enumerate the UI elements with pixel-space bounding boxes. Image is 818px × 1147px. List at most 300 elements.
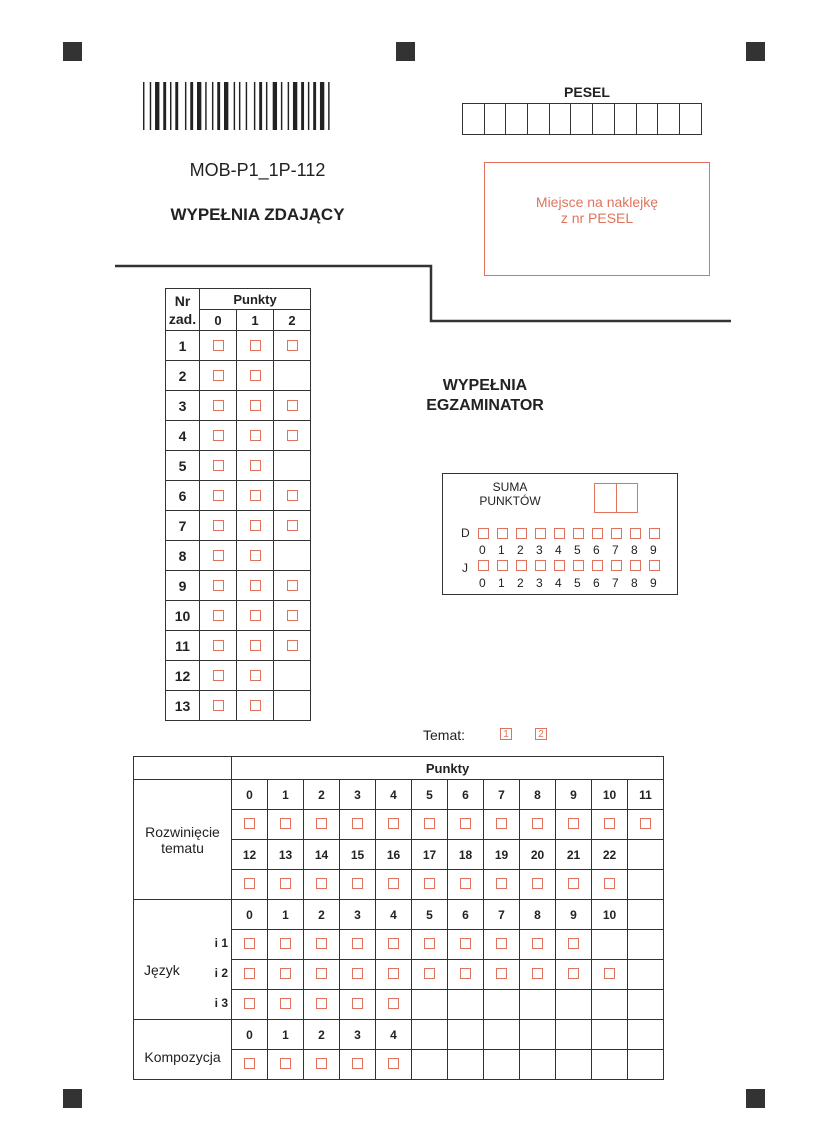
points-cell [520, 960, 556, 990]
table-row [134, 780, 664, 810]
sum-j-digit-7-checkbox[interactable] [611, 560, 622, 571]
jezyk-text: Język [144, 962, 180, 978]
task-8-points-0-checkbox[interactable] [213, 550, 224, 561]
points-cell [412, 960, 448, 990]
task-11-points-0-checkbox[interactable] [213, 640, 224, 651]
sum-j-digit-9-checkbox[interactable] [649, 560, 660, 571]
task-7-points-0-checkbox[interactable] [213, 520, 224, 531]
task-points-cell [200, 451, 237, 481]
points-number: 5 [412, 780, 448, 810]
task-points-cell [274, 571, 311, 601]
rozwiniecie-line2: tematu [161, 839, 204, 856]
rozwiniecie-5-checkbox[interactable] [424, 818, 435, 829]
sum-d-digit-7-checkbox[interactable] [611, 528, 622, 539]
points-cell [232, 810, 268, 840]
table-row [134, 900, 664, 930]
task-points-cell [237, 421, 274, 451]
sum-j-digit-label: 9 [650, 576, 657, 590]
sum-j-digit-4-checkbox[interactable] [554, 560, 565, 571]
rozwiniecie-high-5-checkbox[interactable] [424, 878, 435, 889]
points-cell [376, 930, 412, 960]
sticker-text-line1: Miejsce na naklejkę [535, 194, 659, 210]
points-number: 9 [556, 780, 592, 810]
jezyk-2-7-checkbox[interactable] [496, 968, 507, 979]
points-cell [268, 870, 304, 900]
rozwiniecie-3-checkbox[interactable] [352, 818, 363, 829]
sum-j-digit-label: 8 [631, 576, 638, 590]
sum-j-digit-0-checkbox[interactable] [478, 560, 489, 571]
sum-d-digit-label: 3 [536, 543, 543, 557]
jezyk-2-5-checkbox[interactable] [424, 968, 435, 979]
points-cell [304, 870, 340, 900]
task-number: 12 [166, 661, 200, 691]
table-row [166, 481, 311, 511]
task-points-cell [274, 601, 311, 631]
points-cell [304, 810, 340, 840]
topic-option-1[interactable]: 1 [500, 728, 512, 740]
rozwiniecie-6-checkbox[interactable] [460, 818, 471, 829]
points-cell [448, 870, 484, 900]
jezyk-2-8-checkbox[interactable] [532, 968, 543, 979]
pesel-label: PESEL [564, 84, 610, 100]
task-13-points-1-checkbox[interactable] [250, 700, 261, 711]
rozwiniecie-high-2-checkbox[interactable] [316, 878, 327, 889]
task-6-points-2-checkbox[interactable] [287, 490, 298, 501]
task-points-cell [200, 571, 237, 601]
task-points-cell [200, 421, 237, 451]
task-points-cell [274, 511, 311, 541]
jezyk-sub-label: i 2 [214, 966, 228, 980]
registration-mark-bottom-right [746, 1089, 765, 1108]
task-points-cell [237, 391, 274, 421]
points-cell [340, 960, 376, 990]
exam-code: MOB-P1_1P-112 [189, 160, 326, 180]
rozwiniecie-4-checkbox[interactable] [388, 818, 399, 829]
points-number [628, 1020, 664, 1050]
jezyk-2-4-checkbox[interactable] [388, 968, 399, 979]
points-cell [412, 1050, 448, 1080]
points-cell [268, 930, 304, 960]
points-cell [484, 990, 520, 1020]
jezyk-2-10-checkbox[interactable] [604, 968, 615, 979]
task-7-points-2-checkbox[interactable] [287, 520, 298, 531]
sum-j-digit-label: 0 [479, 576, 486, 590]
task-points-cell [274, 541, 311, 571]
task-number: 9 [166, 571, 200, 601]
task-13-points-0-checkbox[interactable] [213, 700, 224, 711]
table-row [166, 631, 311, 661]
points-cell [520, 810, 556, 840]
points-cell [304, 990, 340, 1020]
jezyk-2-0-checkbox[interactable] [244, 968, 255, 979]
sum-d-digit-9-checkbox[interactable] [649, 528, 660, 539]
sum-j-digit-label: 7 [612, 576, 619, 590]
rozwiniecie-7-checkbox[interactable] [496, 818, 507, 829]
points-cell [376, 870, 412, 900]
jezyk-2-3-checkbox[interactable] [352, 968, 363, 979]
points-number: 21 [556, 840, 592, 870]
jezyk-sub-label: i 3 [214, 996, 228, 1010]
points-number: 15 [340, 840, 376, 870]
kompozycja-2-checkbox[interactable] [316, 1058, 327, 1069]
points-number: 20 [520, 840, 556, 870]
rozwiniecie-high-3-checkbox[interactable] [352, 878, 363, 889]
points-cell [268, 1050, 304, 1080]
points-cell [412, 870, 448, 900]
jezyk-sub-label: i 1 [214, 936, 228, 950]
points-cell [340, 990, 376, 1020]
examiner-label-line2: EGZAMINATOR [426, 397, 544, 414]
task-points-cell [237, 511, 274, 541]
task-3-points-2-checkbox[interactable] [287, 400, 298, 411]
task-9-points-2-checkbox[interactable] [287, 580, 298, 591]
task-10-points-0-checkbox[interactable] [213, 610, 224, 621]
jezyk-label [134, 900, 232, 1020]
task-points-cell [274, 361, 311, 391]
examiner-fill-label [400, 376, 570, 416]
sum-d-digit-label: 1 [498, 543, 505, 557]
table-row [166, 451, 311, 481]
rozwiniecie-high-4-checkbox[interactable] [388, 878, 399, 889]
task-9-points-1-checkbox[interactable] [250, 580, 261, 591]
table-row [166, 331, 311, 361]
rozwiniecie-line1: Rozwinięcie [145, 823, 220, 840]
points-number: 7 [484, 900, 520, 930]
task-5-points-1-checkbox[interactable] [250, 460, 261, 471]
points-cell [376, 990, 412, 1020]
points-number: 17 [412, 840, 448, 870]
rozwiniecie-high-7-checkbox[interactable] [496, 878, 507, 889]
jezyk-2-1-checkbox[interactable] [280, 968, 291, 979]
task-points-cell [200, 511, 237, 541]
points-cell [592, 1050, 628, 1080]
task-3-points-1-checkbox[interactable] [250, 400, 261, 411]
jezyk-1-7-checkbox[interactable] [496, 938, 507, 949]
points-number: 6 [448, 780, 484, 810]
rozwiniecie-9-checkbox[interactable] [568, 818, 579, 829]
task-3-points-0-checkbox[interactable] [213, 400, 224, 411]
points-number: 2 [304, 900, 340, 930]
rozwiniecie-8-checkbox[interactable] [532, 818, 543, 829]
rozwiniecie-high-8-checkbox[interactable] [532, 878, 543, 889]
kompozycja-0-checkbox[interactable] [244, 1058, 255, 1069]
sum-j-digit-5-checkbox[interactable] [573, 560, 584, 571]
points-cell [232, 1050, 268, 1080]
essay-points-table [133, 756, 664, 1080]
table-row [166, 421, 311, 451]
task-points-cell [200, 331, 237, 361]
points-table-header [134, 757, 664, 780]
jezyk-1-0-checkbox[interactable] [244, 938, 255, 949]
task-points-cell [274, 661, 311, 691]
sum-j-digit-6-checkbox[interactable] [592, 560, 603, 571]
topic-option-2[interactable]: 2 [535, 728, 547, 740]
points-cell [628, 930, 664, 960]
points-number: 7 [484, 780, 520, 810]
points-number: 19 [484, 840, 520, 870]
task-number: 8 [166, 541, 200, 571]
points-cell [304, 930, 340, 960]
task-10-points-1-checkbox[interactable] [250, 610, 261, 621]
sum-j-digit-2-checkbox[interactable] [516, 560, 527, 571]
jezyk-1-2-checkbox[interactable] [316, 938, 327, 949]
examiner-label-line1: WYPEŁNIA [442, 377, 528, 394]
sum-label-line2: PUNKTÓW [479, 494, 541, 508]
points-cell [340, 1050, 376, 1080]
task-4-points-1-checkbox[interactable] [250, 430, 261, 441]
sum-d-digit-label: 2 [517, 543, 524, 557]
header-zad: zad. [168, 310, 197, 327]
jezyk-2-9-checkbox[interactable] [568, 968, 579, 979]
task-11-points-1-checkbox[interactable] [250, 640, 261, 651]
points-number: 9 [556, 900, 592, 930]
sum-d-digit-label: 4 [555, 543, 562, 557]
points-number: 3 [340, 900, 376, 930]
jezyk-3-3-checkbox[interactable] [352, 998, 363, 1009]
sum-d-digit-1-checkbox[interactable] [497, 528, 508, 539]
task-points-cell [237, 331, 274, 361]
task-points-cell [200, 661, 237, 691]
points-cell [340, 930, 376, 960]
points-number: 10 [592, 780, 628, 810]
kompozycja-3-checkbox[interactable] [352, 1058, 363, 1069]
points-cell [268, 990, 304, 1020]
sum-d-digit-label: 5 [574, 543, 581, 557]
sum-digit-boxes[interactable] [594, 483, 638, 513]
points-column-2: 2 [274, 310, 311, 331]
task-number-header [166, 289, 200, 331]
task-8-points-1-checkbox[interactable] [250, 550, 261, 561]
sum-d-digit-label: 7 [612, 543, 619, 557]
task-1-points-0-checkbox[interactable] [213, 340, 224, 351]
points-cell [484, 870, 520, 900]
rozwiniecie-11-checkbox[interactable] [640, 818, 651, 829]
task-5-points-0-checkbox[interactable] [213, 460, 224, 471]
points-cell [556, 870, 592, 900]
task-points-cell [200, 631, 237, 661]
sum-d-digit-3-checkbox[interactable] [535, 528, 546, 539]
task-9-points-0-checkbox[interactable] [213, 580, 224, 591]
points-number: 18 [448, 840, 484, 870]
task-number: 4 [166, 421, 200, 451]
topic-label: Temat: [423, 727, 466, 743]
points-number [484, 1020, 520, 1050]
points-cell [484, 810, 520, 840]
points-number: 8 [520, 780, 556, 810]
points-cell [412, 930, 448, 960]
task-points-cell [237, 361, 274, 391]
task-points-cell [200, 691, 237, 721]
task-points-cell [237, 571, 274, 601]
task-7-points-1-checkbox[interactable] [250, 520, 261, 531]
task-number: 11 [166, 631, 200, 661]
rozwiniecie-0-checkbox[interactable] [244, 818, 255, 829]
task-number: 1 [166, 331, 200, 361]
rozwiniecie-1-checkbox[interactable] [280, 818, 291, 829]
sum-j-digit-8-checkbox[interactable] [630, 560, 641, 571]
points-cell [376, 960, 412, 990]
task-1-points-2-checkbox[interactable] [287, 340, 298, 351]
task-2-points-0-checkbox[interactable] [213, 370, 224, 381]
points-number [520, 1020, 556, 1050]
sum-d-digit-5-checkbox[interactable] [573, 528, 584, 539]
sum-label [465, 480, 555, 508]
sum-d-digit-4-checkbox[interactable] [554, 528, 565, 539]
task-points-cell [200, 391, 237, 421]
points-cell [556, 930, 592, 960]
points-number [556, 1020, 592, 1050]
jezyk-3-4-checkbox[interactable] [388, 998, 399, 1009]
sum-j-digit-1-checkbox[interactable] [497, 560, 508, 571]
jezyk-1-9-checkbox[interactable] [568, 938, 579, 949]
task-12-points-1-checkbox[interactable] [250, 670, 261, 681]
points-column-1: 1 [237, 310, 274, 331]
points-cell [412, 990, 448, 1020]
rozwiniecie-high-6-checkbox[interactable] [460, 878, 471, 889]
points-cell [556, 1050, 592, 1080]
task-number: 6 [166, 481, 200, 511]
points-cell [232, 870, 268, 900]
kompozycja-4-checkbox[interactable] [388, 1058, 399, 1069]
points-cell [340, 810, 376, 840]
points-cell [232, 990, 268, 1020]
sum-d-digit-8-checkbox[interactable] [630, 528, 641, 539]
points-cell [412, 810, 448, 840]
task-points-cell [237, 451, 274, 481]
points-number: 0 [232, 900, 268, 930]
task-6-points-1-checkbox[interactable] [250, 490, 261, 501]
points-number: 6 [448, 900, 484, 930]
points-cell [520, 870, 556, 900]
jezyk-3-1-checkbox[interactable] [280, 998, 291, 1009]
points-number [628, 840, 664, 870]
jezyk-3-0-checkbox[interactable] [244, 998, 255, 1009]
points-cell [448, 1050, 484, 1080]
points-cell [592, 990, 628, 1020]
jezyk-1-1-checkbox[interactable] [280, 938, 291, 949]
header-empty-cell [134, 757, 232, 780]
task-4-points-0-checkbox[interactable] [213, 430, 224, 441]
task-11-points-2-checkbox[interactable] [287, 640, 298, 651]
points-cell [340, 870, 376, 900]
sum-d-digit-label: 9 [650, 543, 657, 557]
points-cell [484, 1050, 520, 1080]
points-cell [484, 960, 520, 990]
points-cell [520, 930, 556, 960]
sum-j-digit-label: 5 [574, 576, 581, 590]
points-cell [520, 1050, 556, 1080]
task-10-points-2-checkbox[interactable] [287, 610, 298, 621]
table-row [166, 511, 311, 541]
table-row [134, 1020, 664, 1050]
task-number: 7 [166, 511, 200, 541]
kompozycja-1-checkbox[interactable] [280, 1058, 291, 1069]
points-number: 16 [376, 840, 412, 870]
points-header: Punkty [200, 289, 311, 310]
table-row [166, 571, 311, 601]
points-number: 0 [232, 1020, 268, 1050]
task-points-cell [237, 481, 274, 511]
table-row [166, 541, 311, 571]
points-number: 10 [592, 900, 628, 930]
jezyk-1-8-checkbox[interactable] [532, 938, 543, 949]
points-cell [448, 960, 484, 990]
jezyk-1-4-checkbox[interactable] [388, 938, 399, 949]
sum-row-d-label: D [461, 526, 470, 540]
sum-d-digit-2-checkbox[interactable] [516, 528, 527, 539]
points-number: 4 [376, 780, 412, 810]
sticker-text-line2: z nr PESEL [560, 210, 634, 226]
jezyk-3-2-checkbox[interactable] [316, 998, 327, 1009]
table-row [166, 601, 311, 631]
sum-j-digit-3-checkbox[interactable] [535, 560, 546, 571]
task-points-cell [200, 361, 237, 391]
points-number: 5 [412, 900, 448, 930]
section-divider [0, 0, 818, 330]
task-2-points-1-checkbox[interactable] [250, 370, 261, 381]
task-1-points-1-checkbox[interactable] [250, 340, 261, 351]
rozwiniecie-high-9-checkbox[interactable] [568, 878, 579, 889]
task-4-points-2-checkbox[interactable] [287, 430, 298, 441]
jezyk-1-3-checkbox[interactable] [352, 938, 363, 949]
points-cell [556, 990, 592, 1020]
points-cell [376, 1050, 412, 1080]
points-number: 14 [304, 840, 340, 870]
task-points-cell [200, 601, 237, 631]
table-row [166, 391, 311, 421]
sum-d-digit-0-checkbox[interactable] [478, 528, 489, 539]
points-number: 11 [628, 780, 664, 810]
table-row [166, 361, 311, 391]
task-6-points-0-checkbox[interactable] [213, 490, 224, 501]
task-points-cell [274, 691, 311, 721]
points-number: 22 [592, 840, 628, 870]
task-points-cell [274, 451, 311, 481]
points-cell [484, 930, 520, 960]
points-cell [592, 870, 628, 900]
rozwiniecie-2-checkbox[interactable] [316, 818, 327, 829]
sum-j-digit-label: 6 [593, 576, 600, 590]
points-cell [628, 1050, 664, 1080]
points-cell [628, 960, 664, 990]
rozwiniecie-high-0-checkbox[interactable] [244, 878, 255, 889]
task-points-cell [274, 631, 311, 661]
points-cell [520, 990, 556, 1020]
points-cell [556, 960, 592, 990]
sum-j-digit-label: 2 [517, 576, 524, 590]
table-row [166, 661, 311, 691]
task-12-points-0-checkbox[interactable] [213, 670, 224, 681]
rozwiniecie-high-1-checkbox[interactable] [280, 878, 291, 889]
task-points-cell [274, 481, 311, 511]
jezyk-1-5-checkbox[interactable] [424, 938, 435, 949]
jezyk-2-2-checkbox[interactable] [316, 968, 327, 979]
jezyk-1-6-checkbox[interactable] [460, 938, 471, 949]
sum-d-digit-label: 6 [593, 543, 600, 557]
rozwiniecie-10-checkbox[interactable] [604, 818, 615, 829]
points-cell [592, 810, 628, 840]
jezyk-2-6-checkbox[interactable] [460, 968, 471, 979]
points-number [628, 900, 664, 930]
points-cell [232, 930, 268, 960]
points-cell [628, 990, 664, 1020]
sum-d-digit-6-checkbox[interactable] [592, 528, 603, 539]
task-points-cell [237, 541, 274, 571]
task-points-cell [237, 661, 274, 691]
sum-j-digit-label: 4 [555, 576, 562, 590]
rozwiniecie-high-10-checkbox[interactable] [604, 878, 615, 889]
points-number: 4 [376, 1020, 412, 1050]
